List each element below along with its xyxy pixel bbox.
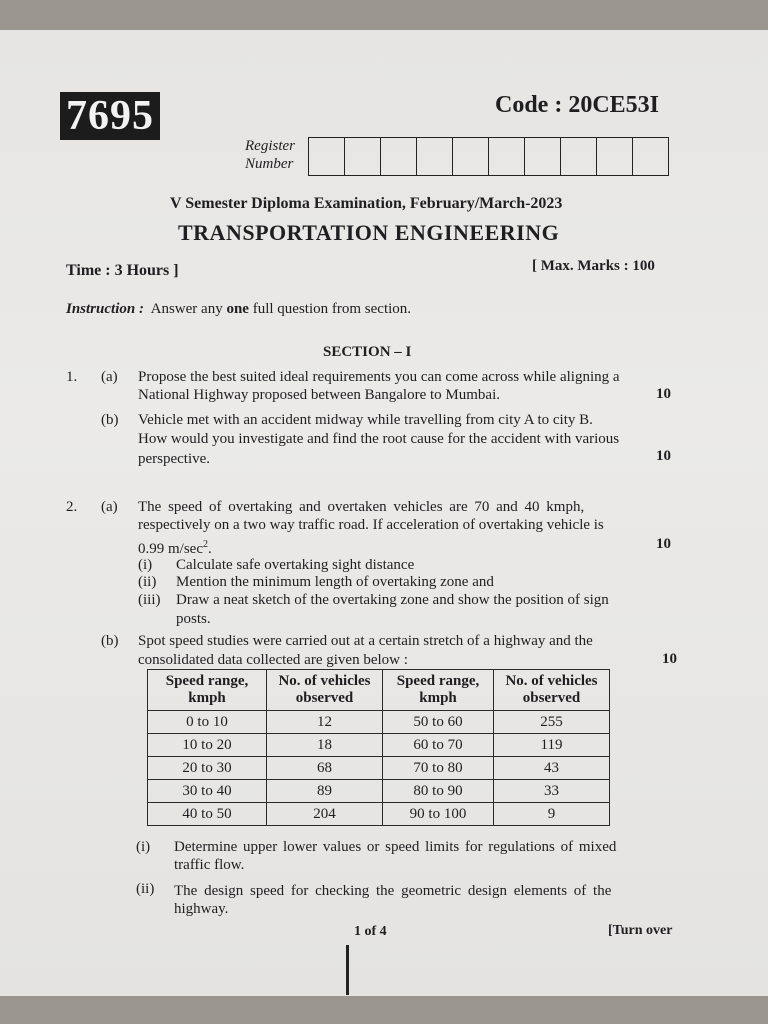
q2a-line-1: The speed of overtaking and overtaken vehicles are 70 and 40 kmph, — [138, 499, 585, 515]
fold-mark — [346, 945, 349, 995]
instruction-label: Instruction : — [66, 301, 144, 317]
table-header-row — [148, 670, 610, 711]
q2a-sub-iii-line-2: posts. — [176, 611, 211, 627]
q2b-sub-i-line-2: traffic flow. — [174, 857, 245, 873]
q2a-line-2: respectively on a two way traffic road. If acceleration of overtaking vehicle is — [138, 517, 604, 533]
table-header: Speed range, kmph — [148, 670, 267, 711]
subject-title: TRANSPORTATION ENGINEERING — [178, 220, 560, 245]
q2a-sub-i: Calculate safe overtaking sight distance — [176, 557, 415, 573]
section-heading: SECTION – I — [323, 344, 412, 360]
table-cell: 43 — [494, 757, 610, 780]
register-number-label — [245, 137, 295, 173]
instruction-text-1: Answer any — [150, 301, 223, 317]
q2b-sub-i-label: (i) — [136, 839, 151, 855]
q1a-line-1: Propose the best suited ideal requirements you can come across while aligning a — [138, 369, 620, 385]
q2a-marks: 10 — [656, 536, 671, 552]
register-digit-box — [417, 138, 453, 175]
q2a-superscript: 2 — [203, 539, 208, 550]
q2b-marks: 10 — [662, 651, 677, 667]
max-marks: [ Max. Marks : 100 — [532, 258, 655, 274]
q2-number: 2. — [66, 499, 78, 515]
instruction-text-2: full question from section. — [252, 301, 412, 317]
table-row — [148, 780, 610, 803]
table-row — [148, 711, 610, 734]
q2b-sub-ii-line-2: highway. — [174, 901, 229, 917]
register-digit-box — [561, 138, 597, 175]
table-cell: 80 to 90 — [383, 780, 494, 803]
table-cell: 0 to 10 — [148, 711, 267, 734]
register-digit-box — [597, 138, 633, 175]
q2a-sub-i-label: (i) — [138, 557, 153, 573]
table-cell: 68 — [267, 757, 383, 780]
table-cell: 20 to 30 — [148, 757, 267, 780]
q2a-sub-iii-label: (iii) — [138, 592, 161, 608]
table-cell: 30 to 40 — [148, 780, 267, 803]
table-cell: 18 — [267, 734, 383, 757]
register-digit-box — [633, 138, 668, 175]
register-digit-box — [309, 138, 345, 175]
instruction-bold: one — [226, 301, 249, 317]
q2a-sub-ii: Mention the minimum length of overtaking zone and — [176, 574, 494, 590]
q2a-sub-ii-label: (ii) — [138, 574, 157, 590]
course-code: Code : 20CE53I — [495, 92, 660, 118]
table-header: No. of vehicles observed — [267, 670, 383, 711]
table-cell: 204 — [267, 803, 383, 826]
table-cell: 89 — [267, 780, 383, 803]
table-row — [148, 803, 610, 826]
time-allowed: Time : 3 Hours ] — [66, 262, 179, 279]
register-label-line-2: Number — [245, 156, 294, 172]
turn-over-note: [Turn over — [608, 923, 673, 938]
register-digit-box — [525, 138, 561, 175]
q1b-line-3: perspective. — [138, 451, 211, 467]
paper-number: 7695 — [60, 92, 160, 140]
q2a-line-3 — [138, 536, 212, 558]
table-cell: 60 to 70 — [383, 734, 494, 757]
q1-number: 1. — [66, 369, 78, 385]
q1b-marks: 10 — [656, 448, 671, 464]
q2b-label: (b) — [101, 633, 119, 649]
q1a-marks: 10 — [656, 386, 671, 402]
page-number: 1 of 4 — [354, 924, 387, 939]
q2b-line-1: Spot speed studies were carried out at a certain stretch of a highway and the — [138, 633, 593, 649]
q2a-line-3-text: 0.99 m/sec — [138, 541, 203, 557]
q2a-line-3-end: . — [208, 541, 212, 557]
table-cell: 33 — [494, 780, 610, 803]
q2a-label: (a) — [101, 499, 118, 515]
table-cell: 40 to 50 — [148, 803, 267, 826]
q1b-line-2: How would you investigate and find the root cause for the accident with various — [138, 431, 620, 447]
instruction — [66, 301, 411, 318]
register-digit-box — [489, 138, 525, 175]
q2a-sub-iii-line-1: Draw a neat sketch of the overtaking zone and show the position of sign — [176, 592, 609, 608]
table-row — [148, 734, 610, 757]
table-cell: 90 to 100 — [383, 803, 494, 826]
table-cell: 10 to 20 — [148, 734, 267, 757]
spot-speed-table — [147, 669, 610, 826]
register-number-boxes — [308, 137, 669, 176]
q2b-line-2: consolidated data collected are given below : — [138, 652, 408, 668]
table-header: Speed range, kmph — [383, 670, 494, 711]
q2b-sub-i-line-1: Determine upper lower values or speed limits for regulations of mixed — [174, 839, 617, 855]
table-cell: 50 to 60 — [383, 711, 494, 734]
register-digit-box — [381, 138, 417, 175]
q2b-sub-ii-label: (ii) — [136, 881, 155, 897]
q1a-line-2: National Highway proposed between Bangalore to Mumbai. — [138, 387, 500, 403]
table-cell: 9 — [494, 803, 610, 826]
table-cell: 70 to 80 — [383, 757, 494, 780]
table-header: No. of vehicles observed — [494, 670, 610, 711]
register-digit-box — [345, 138, 381, 175]
table-cell: 255 — [494, 711, 610, 734]
register-label-line-1: Register — [245, 138, 295, 154]
table-row — [148, 757, 610, 780]
q1b-line-1: Vehicle met with an accident midway while travelling from city A to city B. — [138, 412, 593, 428]
q1a-label: (a) — [101, 369, 118, 385]
register-digit-box — [453, 138, 489, 175]
exam-title: V Semester Diploma Examination, February/March-2023 — [170, 195, 563, 212]
q2b-sub-ii-line-1: The design speed for checking the geometric design elements of the — [174, 883, 612, 899]
table-cell: 12 — [267, 711, 383, 734]
q1b-label: (b) — [101, 412, 119, 428]
table-cell: 119 — [494, 734, 610, 757]
